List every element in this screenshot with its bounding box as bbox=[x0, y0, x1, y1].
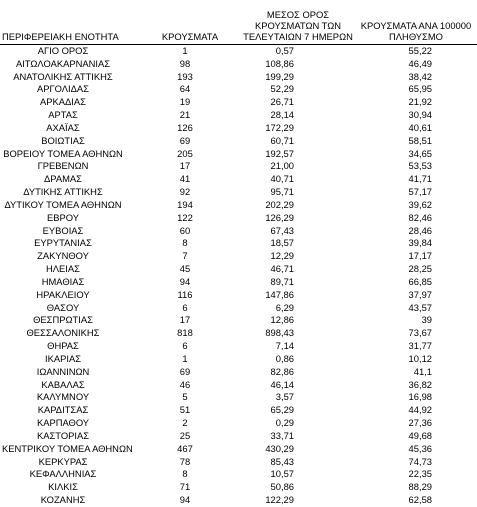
table-row bbox=[0, 481, 477, 494]
cell-region: ΘΗΡΑΣ bbox=[47, 340, 79, 352]
cell-per100k: 49,68 bbox=[408, 429, 432, 441]
cell-region: ΚΙΛΚΙΣ bbox=[48, 481, 78, 493]
cell-avg7: 89,71 bbox=[270, 275, 294, 287]
cell-region: ΕΥΡΥΤΑΝΙΑΣ bbox=[34, 237, 92, 249]
cell-per100k: 43,57 bbox=[408, 301, 432, 313]
cell-avg7: 3,57 bbox=[275, 391, 294, 403]
cell-cases: 467 bbox=[177, 442, 193, 454]
cell-region: ΔΥΤΙΚΗΣ ΑΤΤΙΚΗΣ bbox=[23, 186, 103, 198]
cell-region: ΖΑΚΥΝΘΟΥ bbox=[37, 250, 89, 262]
cell-cases: 193 bbox=[177, 70, 193, 82]
cell-avg7: 33,71 bbox=[270, 429, 294, 441]
table-row bbox=[0, 109, 477, 122]
table-row bbox=[0, 71, 477, 84]
cell-cases: 46 bbox=[179, 378, 191, 390]
table-row bbox=[0, 353, 477, 366]
table-row bbox=[0, 250, 477, 263]
cell-avg7: 192,57 bbox=[265, 147, 294, 159]
cell-cases: 17 bbox=[179, 314, 191, 326]
cell-per100k: 37,97 bbox=[408, 288, 432, 300]
table-row bbox=[0, 494, 477, 507]
cell-region: ΑΧΑΪΑΣ bbox=[46, 121, 80, 133]
cell-cases: 1 bbox=[182, 45, 188, 56]
cell-avg7: 28,14 bbox=[270, 109, 294, 121]
cell-region: ΑΡΤΑΣ bbox=[48, 109, 78, 121]
cell-region: ΘΕΣΠΡΩΤΙΑΣ bbox=[33, 314, 93, 326]
cell-avg7: 40,71 bbox=[270, 173, 294, 185]
header-per100k-line2: ΠΛΗΘΥΣΜΟ bbox=[389, 31, 443, 42]
cell-per100k: 28,25 bbox=[408, 263, 432, 275]
cell-cases: 122 bbox=[177, 211, 193, 223]
cell-per100k: 53,53 bbox=[408, 160, 432, 172]
table-row bbox=[0, 456, 477, 469]
cell-per100k: 40,61 bbox=[408, 121, 432, 133]
cell-region: ΚΑΣΤΟΡΙΑΣ bbox=[36, 429, 90, 441]
cell-cases: 41 bbox=[179, 173, 191, 185]
table-row bbox=[0, 186, 477, 199]
cell-region: ΚΕΡΚΥΡΑΣ bbox=[38, 455, 88, 467]
header-cases-label: ΚΡΟΥΣΜΑΤΑ bbox=[161, 31, 219, 42]
cell-avg7: 18,57 bbox=[270, 237, 294, 249]
cell-per100k: 73,67 bbox=[408, 327, 432, 339]
cell-avg7: 199,29 bbox=[265, 70, 294, 82]
cell-region: ΗΡΑΚΛΕΙΟΥ bbox=[36, 288, 90, 300]
cell-cases: 8 bbox=[182, 237, 188, 249]
cell-region: ΕΒΡΟΥ bbox=[46, 211, 79, 223]
cell-region: ΙΚΑΡΙΑΣ bbox=[44, 352, 82, 364]
table-row bbox=[0, 289, 477, 302]
table-row bbox=[0, 83, 477, 96]
cell-per100k: 82,46 bbox=[408, 211, 432, 223]
cell-region: ΚΕΦΑΛΛΗΝΙΑΣ bbox=[29, 468, 97, 480]
cell-per100k: 39,84 bbox=[408, 237, 432, 249]
cell-cases: 78 bbox=[179, 455, 191, 467]
cell-per100k: 55,22 bbox=[408, 45, 432, 56]
table-row bbox=[0, 391, 477, 404]
cell-region: ΑΡΓΟΛΙΔΑΣ bbox=[37, 83, 89, 95]
table-row bbox=[0, 212, 477, 225]
cell-avg7: 430,29 bbox=[265, 442, 294, 454]
cell-per100k: 30,94 bbox=[408, 109, 432, 121]
cell-region: ΗΛΕΙΑΣ bbox=[46, 263, 80, 275]
cell-region: ΒΟΡΕΙΟΥ ΤΟΜΕΑ ΑΘΗΝΩΝ bbox=[3, 147, 123, 159]
cell-avg7: 46,71 bbox=[270, 263, 294, 275]
cell-cases: 116 bbox=[177, 288, 193, 300]
cell-region: ΑΙΤΩΛΟΑΚΑΡΝΑΝΙΑΣ bbox=[15, 57, 111, 69]
cell-per100k: 21,92 bbox=[408, 96, 432, 108]
table-row bbox=[0, 314, 477, 327]
cell-cases: 5 bbox=[182, 391, 188, 403]
header-avg7-line1: ΜΕΣΟΣ ΟΡΟΣ bbox=[266, 9, 330, 20]
table-row bbox=[0, 58, 477, 71]
table-row bbox=[0, 199, 477, 212]
table-row bbox=[0, 430, 477, 443]
cell-avg7: 50,86 bbox=[270, 481, 294, 493]
cell-per100k: 88,29 bbox=[408, 481, 432, 493]
table-row bbox=[0, 327, 477, 340]
cell-cases: 7 bbox=[182, 250, 188, 262]
cell-per100k: 16,98 bbox=[408, 391, 432, 403]
cell-region: ΔΥΤΙΚΟΥ ΤΟΜΕΑ ΑΘΗΝΩΝ bbox=[4, 198, 122, 210]
cell-region: ΚΑΛΥΜΝΟΥ bbox=[36, 391, 90, 403]
table-row bbox=[0, 122, 477, 135]
cell-avg7: 85,43 bbox=[270, 455, 294, 467]
table-body bbox=[0, 45, 477, 507]
cell-avg7: 46,14 bbox=[270, 378, 294, 390]
cell-region: ΚΕΝΤΡΙΚΟΥ ΤΟΜΕΑ ΑΘΗΝΩΝ bbox=[2, 442, 133, 454]
cell-avg7: 21,00 bbox=[270, 160, 294, 172]
cell-cases: 818 bbox=[177, 327, 193, 339]
table-row bbox=[0, 417, 477, 430]
cell-per100k: 10,12 bbox=[408, 352, 432, 364]
table-row bbox=[0, 237, 477, 250]
cell-avg7: 0,29 bbox=[275, 417, 294, 429]
cell-avg7: 126,29 bbox=[265, 211, 294, 223]
cell-region: ΘΑΣΟΥ bbox=[46, 301, 80, 313]
cell-per100k: 39 bbox=[421, 314, 432, 326]
cell-region: ΓΡΕΒΕΝΩΝ bbox=[37, 160, 89, 172]
cell-avg7: 65,29 bbox=[270, 404, 294, 416]
header-cases bbox=[140, 31, 240, 42]
cell-cases: 126 bbox=[177, 121, 193, 133]
table-row bbox=[0, 468, 477, 481]
cell-per100k: 39,62 bbox=[408, 198, 432, 210]
table-row bbox=[0, 340, 477, 353]
cell-cases: 45 bbox=[179, 263, 191, 275]
table-row bbox=[0, 225, 477, 238]
cell-per100k: 28,46 bbox=[408, 224, 432, 236]
cell-per100k: 58,51 bbox=[408, 134, 432, 146]
cell-avg7: 12,29 bbox=[270, 250, 294, 262]
cell-cases: 69 bbox=[179, 134, 191, 146]
cell-avg7: 6,29 bbox=[275, 301, 294, 313]
cell-per100k: 17,17 bbox=[408, 250, 432, 262]
cell-region: ΚΑΡΔΙΤΣΑΣ bbox=[37, 404, 89, 416]
header-avg7-line3: ΤΕΛΕΥΤΑΙΩΝ 7 ΗΜΕΡΩΝ bbox=[243, 31, 353, 42]
cell-avg7: 898,43 bbox=[265, 327, 294, 339]
cell-per100k: 44,92 bbox=[408, 404, 432, 416]
table-row bbox=[0, 96, 477, 109]
table-row bbox=[0, 263, 477, 276]
cell-avg7: 122,29 bbox=[265, 493, 294, 505]
header-avg7 bbox=[240, 9, 356, 42]
cell-cases: 60 bbox=[179, 224, 191, 236]
cell-avg7: 95,71 bbox=[270, 186, 294, 198]
table-row bbox=[0, 379, 477, 392]
cell-cases: 19 bbox=[179, 96, 191, 108]
cell-avg7: 202,29 bbox=[265, 198, 294, 210]
cell-avg7: 147,86 bbox=[265, 288, 294, 300]
cell-per100k: 38,42 bbox=[408, 70, 432, 82]
cell-region: ΒΟΙΩΤΙΑΣ bbox=[41, 134, 85, 146]
cell-cases: 8 bbox=[182, 468, 188, 480]
cell-avg7: 60,71 bbox=[270, 134, 294, 146]
cell-cases: 21 bbox=[179, 109, 191, 121]
cell-region: ΔΡΑΜΑΣ bbox=[44, 173, 82, 185]
cell-cases: 25 bbox=[179, 429, 191, 441]
cell-per100k: 31,77 bbox=[408, 340, 432, 352]
table-row bbox=[0, 276, 477, 289]
header-avg7-line2: ΚΡΟΥΣΜΑΤΩΝ ΤΩΝ bbox=[254, 20, 342, 31]
cell-avg7: 108,86 bbox=[265, 57, 294, 69]
cell-per100k: 41,1 bbox=[413, 365, 432, 377]
cell-avg7: 7,14 bbox=[275, 340, 294, 352]
cell-cases: 51 bbox=[179, 404, 191, 416]
table-row bbox=[0, 135, 477, 148]
table-row bbox=[0, 45, 477, 58]
cell-region: ΑΝΑΤΟΛΙΚΗΣ ΑΤΤΙΚΗΣ bbox=[13, 70, 113, 82]
cell-per100k: 74,73 bbox=[408, 455, 432, 467]
cell-region: ΚΑΡΠΑΘΟΥ bbox=[36, 417, 90, 429]
cell-region: ΑΡΚΑΔΙΑΣ bbox=[40, 96, 86, 108]
cell-region: ΘΕΣΣΑΛΟΝΙΚΗΣ bbox=[26, 327, 100, 339]
cell-cases: 94 bbox=[179, 493, 191, 505]
cell-avg7: 12,86 bbox=[270, 314, 294, 326]
cell-avg7: 82,86 bbox=[270, 365, 294, 377]
table-row bbox=[0, 302, 477, 315]
cell-avg7: 0,86 bbox=[275, 352, 294, 364]
cell-cases: 6 bbox=[182, 340, 188, 352]
cell-avg7: 67,43 bbox=[270, 224, 294, 236]
cell-cases: 92 bbox=[179, 186, 191, 198]
header-per100k-line1: ΚΡΟΥΣΜΑΤΑ ΑΝΑ 100000 bbox=[360, 20, 472, 31]
cell-cases: 2 bbox=[182, 417, 188, 429]
cell-cases: 94 bbox=[179, 275, 191, 287]
table-header bbox=[0, 0, 477, 44]
header-per100k bbox=[360, 20, 472, 42]
cell-region: ΚΟΖΑΝΗΣ bbox=[40, 493, 86, 505]
cell-avg7: 172,29 bbox=[265, 121, 294, 133]
cell-cases: 205 bbox=[177, 147, 193, 159]
cell-cases: 64 bbox=[179, 83, 191, 95]
cell-cases: 71 bbox=[179, 481, 191, 493]
cell-avg7: 10,57 bbox=[270, 468, 294, 480]
cell-cases: 17 bbox=[179, 160, 191, 172]
cell-per100k: 34,65 bbox=[408, 147, 432, 159]
cell-cases: 6 bbox=[182, 301, 188, 313]
cell-cases: 1 bbox=[182, 352, 188, 364]
cell-region: ΚΑΒΑΛΑΣ bbox=[41, 378, 85, 390]
table-row bbox=[0, 173, 477, 186]
cell-per100k: 57,17 bbox=[408, 186, 432, 198]
cell-cases: 98 bbox=[179, 57, 191, 69]
table-row bbox=[0, 404, 477, 417]
table-row bbox=[0, 443, 477, 456]
cell-per100k: 27,36 bbox=[408, 417, 432, 429]
cell-per100k: 36,82 bbox=[408, 378, 432, 390]
cell-per100k: 45,36 bbox=[408, 442, 432, 454]
table-row bbox=[0, 148, 477, 161]
table-row bbox=[0, 160, 477, 173]
cell-per100k: 22,35 bbox=[408, 468, 432, 480]
cell-per100k: 65,95 bbox=[408, 83, 432, 95]
cell-avg7: 26,71 bbox=[270, 96, 294, 108]
cell-per100k: 66,85 bbox=[408, 275, 432, 287]
cell-region: ΕΥΒΟΙΑΣ bbox=[42, 224, 84, 236]
cell-per100k: 46,49 bbox=[408, 57, 432, 69]
header-region-label: ΠΕΡΙΦΕΡΕΙΑΚΗ ΕΝΟΤΗΤΑ bbox=[2, 31, 119, 42]
header-region bbox=[2, 31, 124, 42]
cell-per100k: 62,58 bbox=[408, 493, 432, 505]
cell-cases: 69 bbox=[179, 365, 191, 377]
cell-region: ΑΓΙΟ ΟΡΟΣ bbox=[37, 45, 89, 56]
cell-per100k: 41,71 bbox=[408, 173, 432, 185]
cell-avg7: 0,57 bbox=[275, 45, 294, 56]
cell-avg7: 52,29 bbox=[270, 83, 294, 95]
cell-cases: 194 bbox=[177, 198, 193, 210]
cell-region: ΗΜΑΘΙΑΣ bbox=[41, 275, 85, 287]
table-row bbox=[0, 366, 477, 379]
cell-region: ΙΩΑΝΝΙΝΩΝ bbox=[36, 365, 90, 377]
